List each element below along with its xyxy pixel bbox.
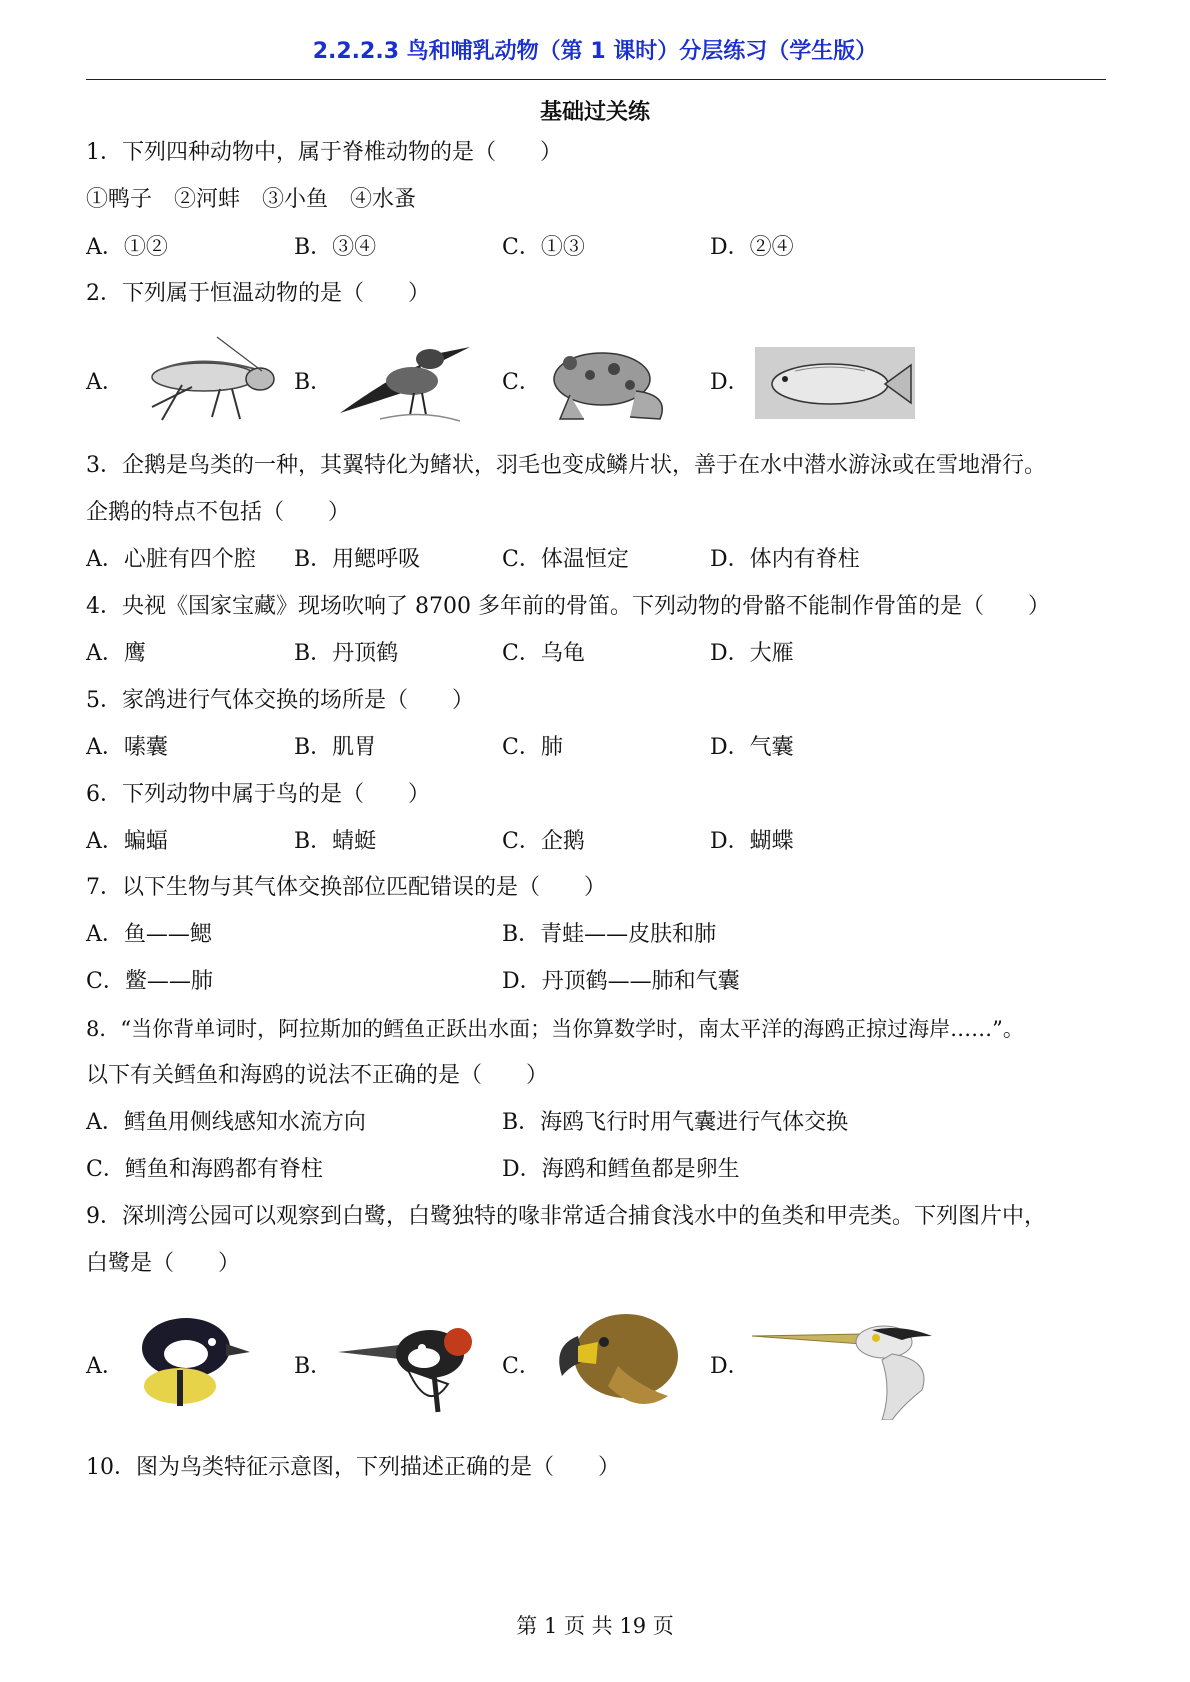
question-5-option-c: C．肺: [502, 735, 563, 760]
question-7-option-a: A．鱼——鳃: [86, 922, 212, 947]
question-1-stem: 1．下列四种动物中，属于脊椎动物的是（ ）: [86, 140, 562, 165]
question-2-option-d: D．: [710, 370, 750, 395]
question-6-option-d: D．蝴蝶: [710, 829, 794, 854]
question-7-option-d: D．丹顶鹤——肺和气囊: [502, 969, 740, 994]
question-8-stem-cont: 以下有关鳕鱼和海鸥的说法不正确的是（ ）: [86, 1063, 549, 1088]
question-4-option-b: B．丹顶鹤: [294, 641, 399, 666]
question-5-stem: 5．家鸽进行气体交换的场所是（ ）: [86, 688, 474, 713]
question-3-stem: 3．企鹅是鸟类的一种，其翼特化为鳍状，羽毛也变成鳞片状，善于在水中潜水游泳或在雪地滑行。: [86, 453, 1047, 478]
question-5-option-a: A．嗉囊: [86, 735, 168, 760]
question-5-option-d: D．气囊: [710, 735, 794, 760]
question-6-option-a: A．蝙蝠: [86, 829, 168, 854]
woodpecker-head-picture: [338, 1314, 488, 1414]
question-3-stem-cont: 企鹅的特点不包括（ ）: [86, 500, 351, 525]
question-1-option-c: C．①③: [502, 235, 585, 260]
question-4-option-a: A．鹰: [86, 641, 146, 666]
question-7-option-c: C．鳖——肺: [86, 969, 213, 994]
question-1-option-d: D．②④: [710, 235, 794, 260]
heron-head-picture: [752, 1320, 952, 1420]
page-title: 2.2.2.3 鸟和哺乳动物（第 1 课时）分层练习（学生版）: [312, 39, 878, 64]
question-3-option-b: B．用鳃呼吸: [294, 547, 421, 572]
question-7-stem: 7．以下生物与其气体交换部位匹配错误的是（ ）: [86, 875, 606, 900]
question-10-stem: 10．图为鸟类特征示意图，下列描述正确的是（ ）: [86, 1455, 620, 1480]
question-6-option-c: C．企鹅: [502, 829, 585, 854]
question-3-option-c: C．体温恒定: [502, 547, 629, 572]
question-6-stem: 6．下列动物中属于鸟的是（ ）: [86, 782, 430, 807]
question-7-option-b: B．青蛙——皮肤和肺: [502, 922, 717, 947]
question-8-option-c: C．鳕鱼和海鸥都有脊柱: [86, 1157, 323, 1182]
question-4-stem: 4．央视《国家宝藏》现场吹响了 8700 多年前的骨笛。下列动物的骨骼不能制作骨笛的是（ ）: [86, 594, 1050, 619]
question-8-option-a: A．鳕鱼用侧线感知水流方向: [86, 1110, 366, 1135]
question-4-option-d: D．大雁: [710, 641, 794, 666]
section-heading: 基础过关练: [539, 100, 650, 125]
question-9-stem: 9．深圳湾公园可以观察到白鹭，白鹭独特的喙非常适合捕食浅水中的鱼类和甲壳类。下列图片中，: [86, 1204, 1047, 1229]
grasshopper-picture: [122, 335, 282, 427]
question-2-option-b: B．: [294, 370, 333, 395]
tit-head-picture: [128, 1308, 253, 1408]
question-4-option-c: C．乌龟: [502, 641, 585, 666]
question-9-option-c: C．: [502, 1354, 541, 1379]
bird-picture: [330, 335, 480, 427]
question-2-option-c: C．: [502, 370, 541, 395]
question-1-option-a: A．①②: [86, 235, 168, 260]
question-9-stem-cont: 白鹭是（ ）: [86, 1251, 241, 1276]
eagle-head-picture: [548, 1306, 683, 1416]
question-1-option-b: B．③④: [294, 235, 377, 260]
frog-picture: [540, 335, 675, 427]
question-6-option-b: B．蜻蜓: [294, 829, 377, 854]
question-9-option-b: B．: [294, 1354, 333, 1379]
fish-picture: [755, 347, 915, 419]
question-9-option-d: D．: [710, 1354, 750, 1379]
question-2-option-a: A．: [86, 370, 124, 395]
question-3-option-d: D．体内有脊柱: [710, 547, 860, 572]
title-divider: [86, 79, 1106, 80]
question-3-option-a: A．心脏有四个腔: [86, 547, 256, 572]
question-2-stem: 2．下列属于恒温动物的是（ ）: [86, 281, 430, 306]
question-8-stem: 8．“当你背单词时，阿拉斯加的鳕鱼正跃出水面；当你算数学时，南太平洋的海鸥正掠过海岸……”。: [86, 1017, 1024, 1041]
question-9-option-a: A．: [86, 1354, 124, 1379]
question-5-option-b: B．肌胃: [294, 735, 377, 760]
question-8-option-d: D．海鸥和鳕鱼都是卵生: [502, 1157, 740, 1182]
question-8-option-b: B．海鸥飞行时用气囊进行气体交换: [502, 1110, 849, 1135]
page-number: 第 1 页 共 19 页: [516, 1614, 674, 1638]
question-1-items: ①鸭子 ②河蚌 ③小鱼 ④水蚤: [86, 187, 417, 212]
